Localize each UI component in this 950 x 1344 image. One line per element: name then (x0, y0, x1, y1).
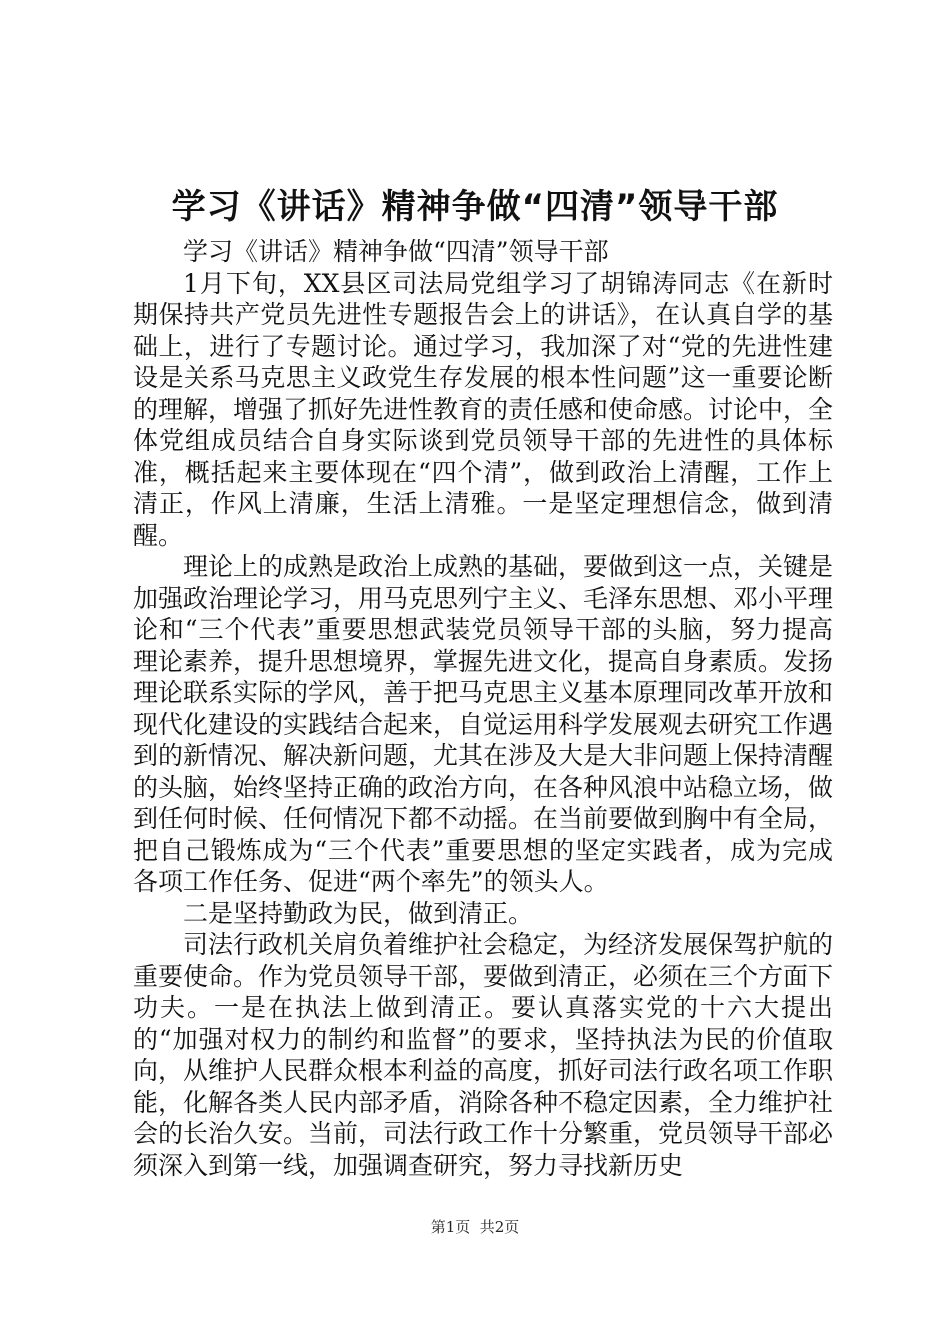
document-title: 学习《讲话》精神争做“四清”领导干部 (171, 187, 779, 227)
body-paragraph: 1月下旬，XX县区司法局党组学习了胡锦涛同志《在新时期保持共产党员先进性专题报告会上的讲话》，在认真自学的基础上，进行了专题讨论。通过学习，我加深了对“党的先进性建设是关系马克思主义政党生存发展的根本性问题”这一重要论断的理解，增强了抓好先进性教育的责任感和使命感。讨论中，全体党组成员结合自身实际谈到党员领导干部的先进性的具体标准，概括起来主要体现在“四个清”，做到政治上清醒，工作上清正，作风上清廉，生活上清雅。一是坚定理想信念，做到清醒。 (133, 268, 834, 550)
body-paragraph: 理论上的成熟是政治上成熟的基础，要做到这一点，关键是加强政治理论学习，用马克思列宁主义、毛泽东思想、邓小平理论和“三个代表”重要思想武装党员领导干部的头脑，努力提高理论素养，提升思想境界，掌握先进文化，提高自身素质。发扬理论联系实际的学风，善于把马克思主义基本原理同改革开放和现代化建设的实践结合起来，自觉运用科学发展观去研究工作遇到的新情况、解决新问题，尤其在涉及大是大非问题上保持清醒的头脑，始终坚持正确的政治方向，在各种风浪中站稳立场，做到任何时候、任何情况下都不动摇。在当前要做到胸中有全局，把自己锻炼成为“三个代表”重要思想的坚定实践者，成为完成各项工作任务、促进“两个率先”的领头人。 (133, 552, 834, 896)
section-heading-paragraph: 二是坚持勤政为民，做到清正。 (183, 898, 534, 928)
subtitle-paragraph: 学习《讲话》精神争做“四清”领导干部 (183, 237, 609, 266)
document-body (133, 236, 833, 1181)
page-number: 第1页 共2页 (430, 1218, 520, 1236)
page-footer (0, 1217, 950, 1237)
body-paragraph: 司法行政机关肩负着维护社会稳定，为经济发展保驾护航的重要使命。作为党员领导干部，要做到清正，必须在三个方面下功夫。一是在执法上做到清正。要认真落实党的十六大提出的“加强对权力的制约和监督”的要求，坚持执法为民的价值取向，从维护人民群众根本利益的高度，抓好司法行政名项工作职能，化解各类人民内部矛盾，消除各种不稳定因素，全力维护社会的长治久安。当前，司法行政工作十分繁重，党员领导干部必须深入到第一线，加强调查研究，努力寻找新历史 (133, 930, 834, 1180)
